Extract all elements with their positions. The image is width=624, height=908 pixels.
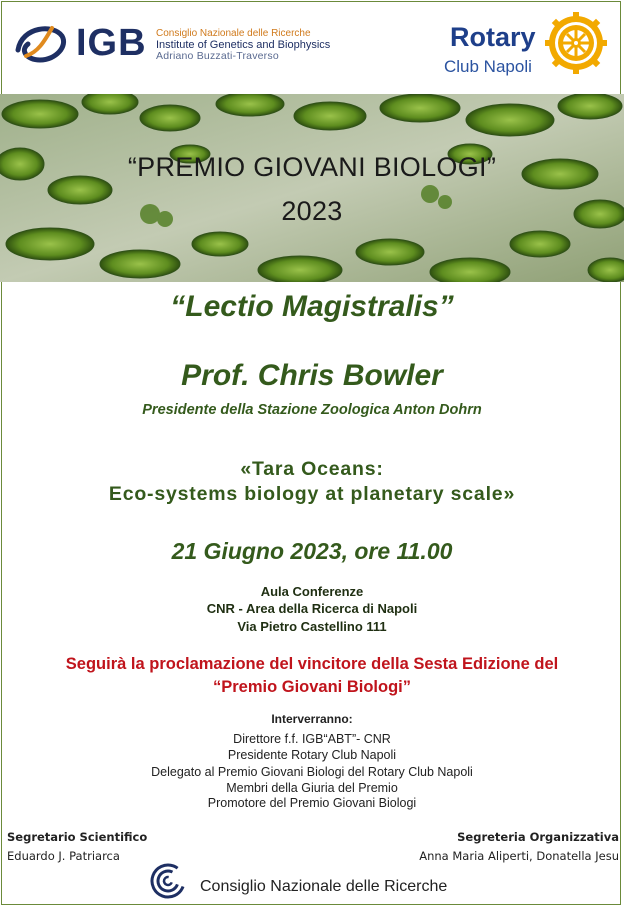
speakers-heading: Interverranno: — [271, 712, 353, 726]
igb-wordmark: IGB — [76, 22, 147, 64]
speaker-role: Presidente della Stazione Zoologica Anton Dohrn — [142, 402, 482, 418]
rotary-wordmark: Rotary — [450, 22, 536, 52]
venue-line-3: Via Pietro Castellino 111 — [237, 619, 387, 634]
venue-line-2: CNR - Area della Ricerca di Napoli — [206, 601, 418, 616]
speaker-list-item: Direttore f.f. IGB“ABT”- CNR — [233, 732, 391, 746]
speaker-name: Prof. Chris Bowler — [181, 359, 443, 392]
lectio-heading: “Lectio Magistralis” — [170, 290, 454, 323]
header — [0, 0, 624, 94]
banner — [0, 94, 624, 282]
speaker-list-item: Membri della Giuria del Premio — [226, 781, 398, 795]
rotary-wheel-icon — [545, 12, 607, 74]
talk-title-line-2: Eco-systems biology at planetary scale» — [108, 483, 516, 505]
scientific-secretary-name: Eduardo J. Patriarca — [7, 849, 120, 863]
venue-line-1: Aula Conferenze — [260, 584, 364, 599]
rotary-club-name: Club Napoli — [444, 57, 532, 76]
talk-title-line-1: «Tara Oceans: — [240, 458, 384, 480]
algae-banner-image — [0, 94, 624, 282]
announcement-line-1: Seguirà la proclamazione del vincitore della Sesta Edizione del — [65, 655, 559, 673]
scientific-secretary — [7, 830, 147, 863]
banner-title-year: 2023 — [281, 196, 343, 226]
cnr-name: Consiglio Nazionale delle Ricerche — [200, 878, 448, 895]
igb-line-2: Institute of Genetics and Biophysics — [156, 38, 331, 51]
announcement-line-2: “Premio Giovani Biologi” — [212, 678, 412, 696]
cnr-logo-icon — [150, 863, 186, 899]
speaker-list-item: Promotore del Premio Giovani Biologi — [207, 796, 417, 810]
organizing-secretariat — [419, 830, 619, 863]
igb-institute-info — [156, 28, 330, 63]
organizing-secretariat-heading: Segreteria Organizzativa — [457, 830, 619, 844]
speaker-list-item: Presidente Rotary Club Napoli — [227, 748, 397, 762]
banner-title-line-1: “PREMIO GIOVANI BIOLOGI” — [127, 152, 497, 182]
speaker-list-item: Delegato al Premio Giovani Biologi del Rotary Club Napoli — [151, 765, 473, 779]
igb-logo-icon — [12, 20, 72, 66]
igb-line-3: Adriano Buzzati-Traverso — [156, 50, 279, 62]
scientific-secretary-heading: Segretario Scientifico — [7, 830, 148, 844]
igb-line-1: Consiglio Nazionale delle Ricerche — [156, 28, 311, 39]
organizing-secretariat-names: Anna Maria Aliperti, Donatella Jesu — [419, 849, 619, 863]
event-date-time: 21 Giugno 2023, ore 11.00 — [171, 538, 453, 564]
